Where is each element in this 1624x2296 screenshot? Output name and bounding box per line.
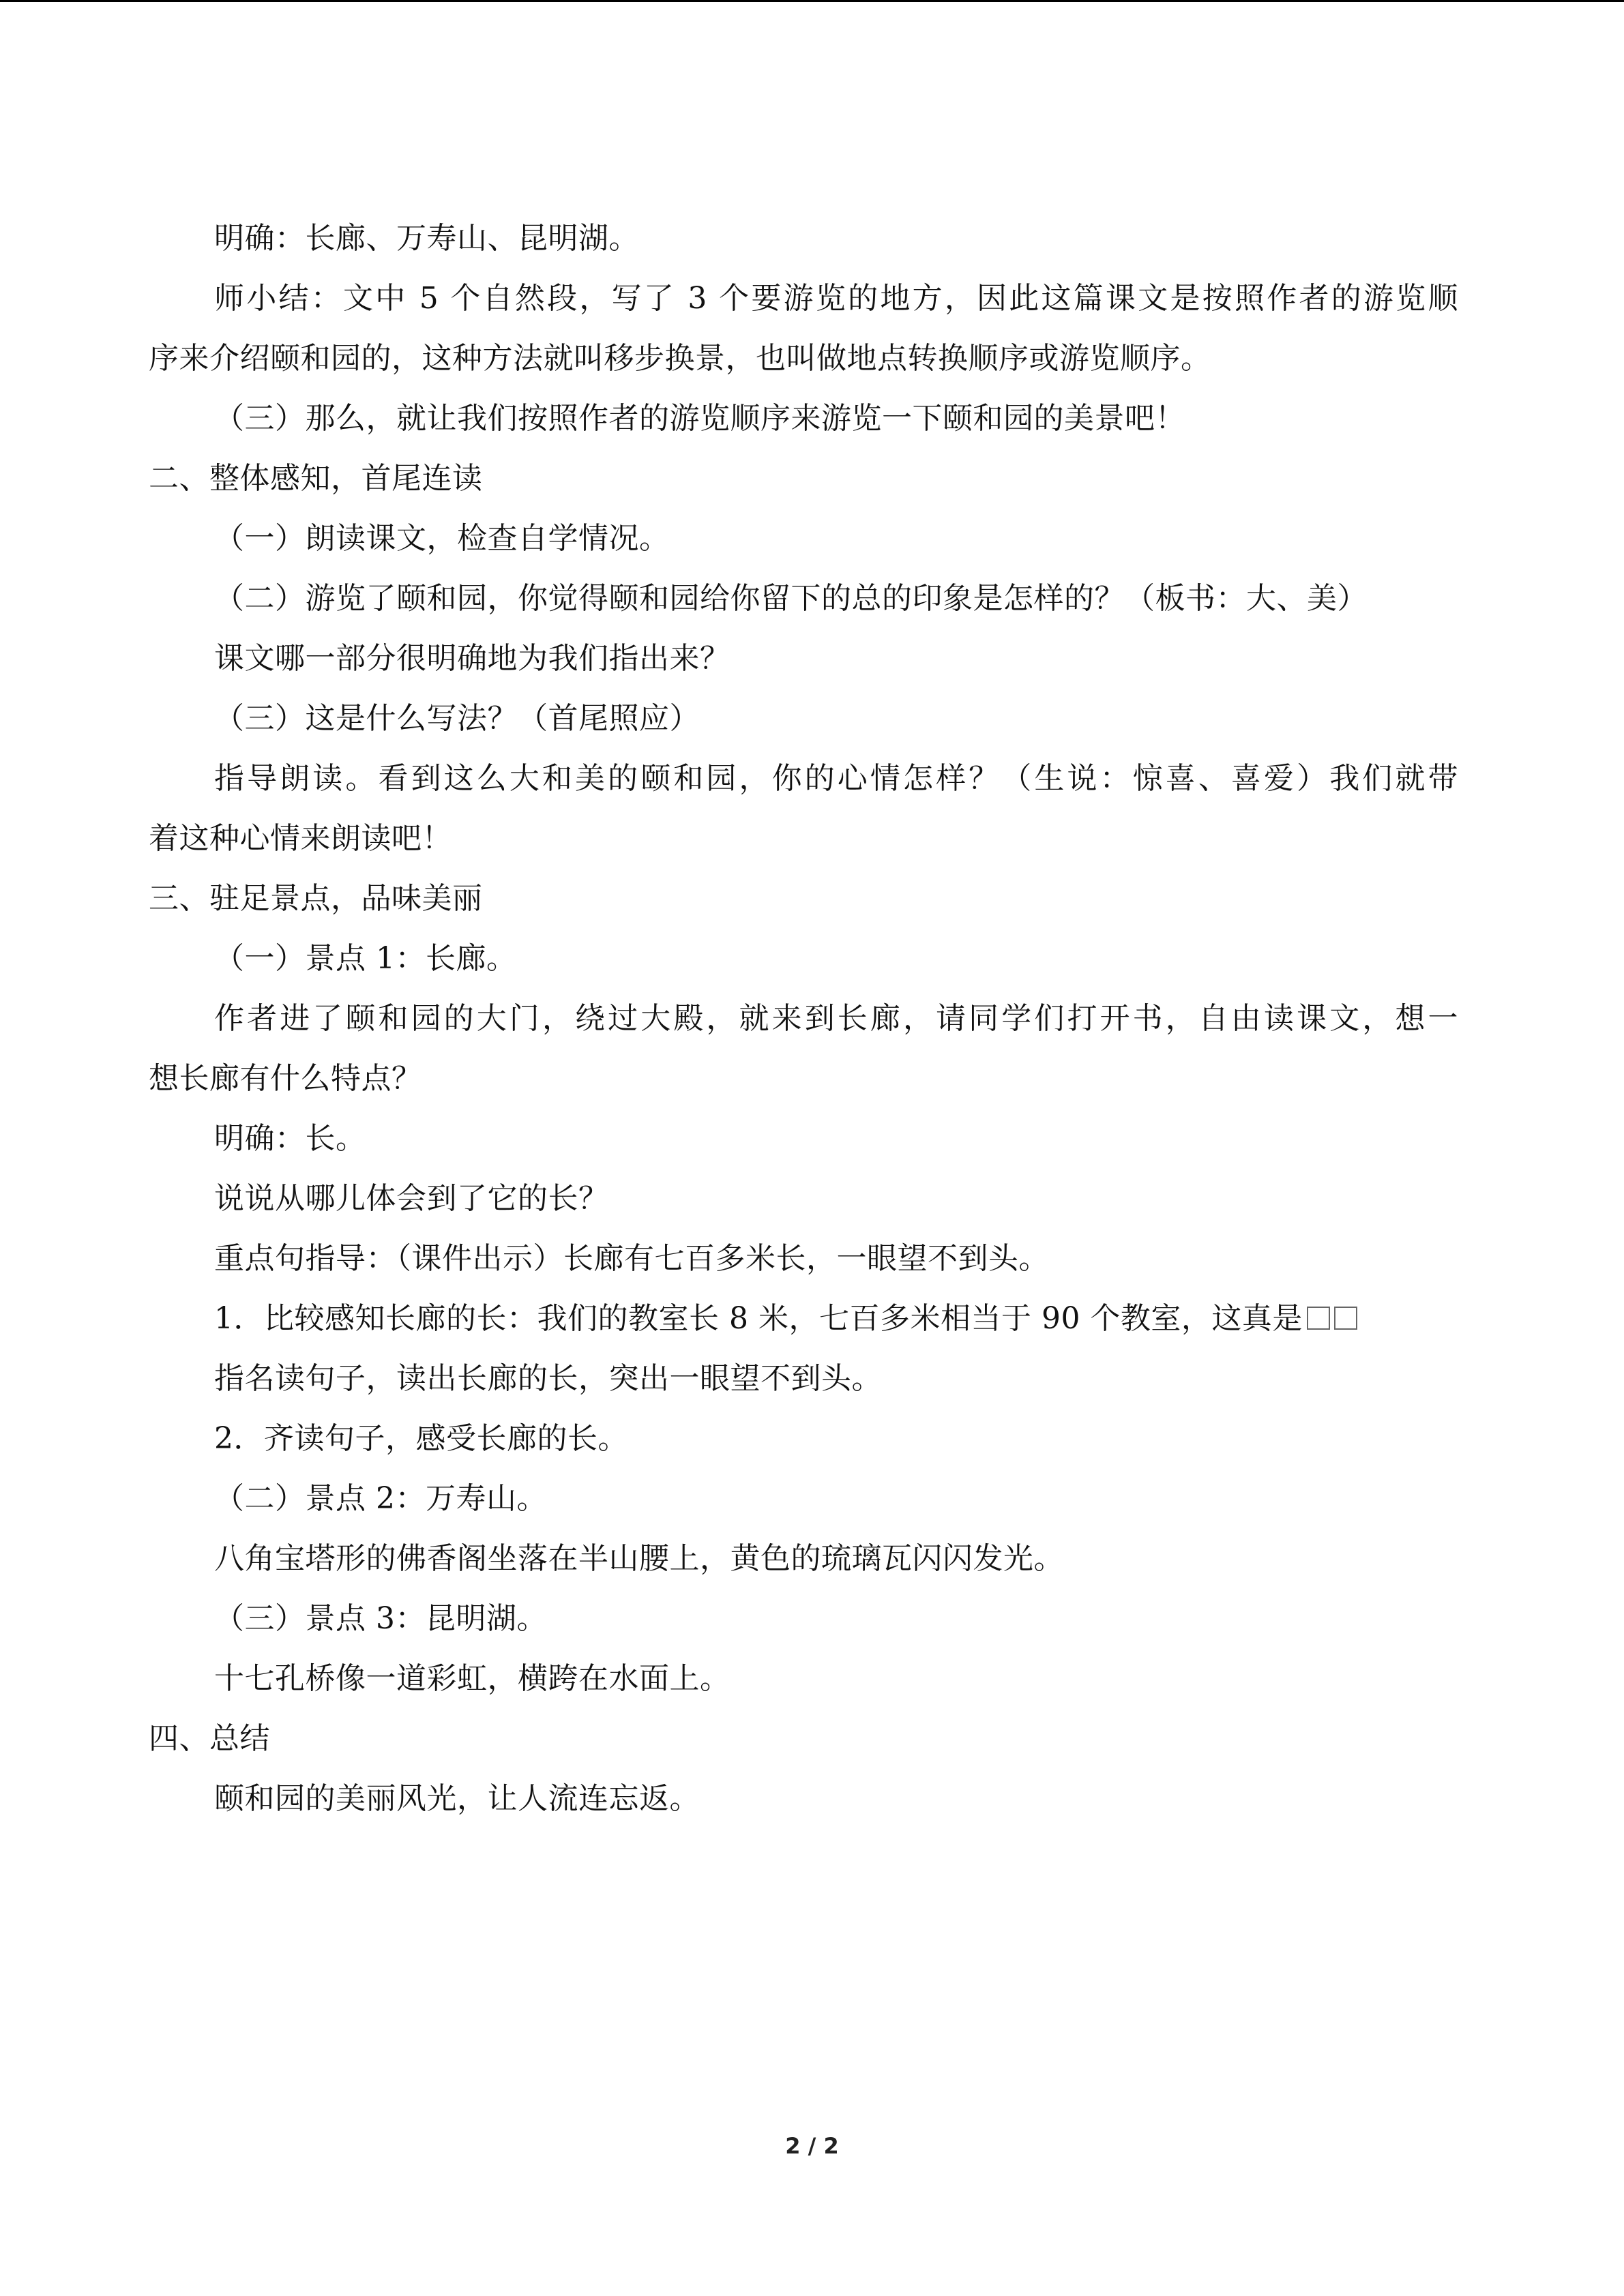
text-line: 着这种心情来朗读吧！: [149, 821, 452, 856]
section-heading: 四、总结: [149, 1721, 270, 1756]
text-line: 重点句指导：（课件出示）长廊有七百多米长，一眼望不到头。: [214, 1241, 1049, 1276]
text-line: 明确：长廊、万寿山、昆明湖。: [214, 221, 639, 256]
text-line: 2．齐读句子，感受长廊的长。: [214, 1421, 628, 1456]
text-line: 明确：长。: [214, 1121, 366, 1156]
text-line: 想长廊有什么特点？: [149, 1061, 422, 1096]
text-line: 1．比较感知长廊的长：我们的教室长 8 米，七百多米相当于 90 个教室，这真是: [149, 1289, 1458, 1349]
blank-box-icon: [1307, 1307, 1330, 1330]
text-line: （三）那么，就让我们按照作者的游览顺序来游览一下颐和园的美景吧！: [214, 401, 1185, 436]
text-line: 课文哪一部分很明确地为我们指出来？: [214, 641, 730, 676]
text-line: （二）景点 2：万寿山。: [214, 1481, 547, 1516]
text-line: 说说从哪儿体会到了它的长？: [214, 1181, 609, 1216]
section-heading: 三、驻足景点，品味美丽: [149, 881, 483, 916]
page-number: 2 / 2: [785, 2133, 839, 2159]
top-border-rule: [0, 0, 1624, 2]
text-line: （一）朗读课文，检查自学情况。: [214, 521, 670, 556]
text-line: （一）景点 1：长廊。: [214, 941, 517, 976]
section-heading: 二、整体感知，首尾连读: [149, 461, 483, 496]
text-line: 作者进了颐和园的大门，绕过大殿，就来到长廊，请同学们打开书，自由读课文，想一: [214, 1001, 1458, 1036]
text-line: 序来介绍颐和园的，这种方法就叫移步换景，也叫做地点转换顺序或游览顺序。: [149, 341, 1211, 376]
document-body: [149, 209, 1458, 1829]
blank-box-icon: [1334, 1307, 1357, 1330]
text-line: （二）游览了颐和园，你觉得颐和园给你留下的总的印象是怎样的？（板书：大、美）: [214, 581, 1368, 616]
text-line: （三）景点 3：昆明湖。: [214, 1601, 547, 1636]
text-line: 指导朗读。看到这么大和美的颐和园，你的心情怎样？（生说：惊喜、喜爱）我们就带: [214, 761, 1458, 796]
text-line: 师小结：文中 5 个自然段，写了 3 个要游览的地方，因此这篇课文是按照作者的游览顺: [214, 281, 1458, 316]
text-line: 颐和园的美丽风光，让人流连忘返。: [214, 1781, 700, 1816]
text-line: 指名读句子，读出长廊的长，突出一眼望不到头。: [214, 1361, 882, 1396]
text-line: 十七孔桥像一道彩虹，横跨在水面上。: [214, 1661, 730, 1696]
text-line: （三）这是什么写法？（首尾照应）: [214, 701, 700, 736]
text-line: 八角宝塔形的佛香阁坐落在半山腰上，黄色的琉璃瓦闪闪发光。: [214, 1541, 1064, 1576]
